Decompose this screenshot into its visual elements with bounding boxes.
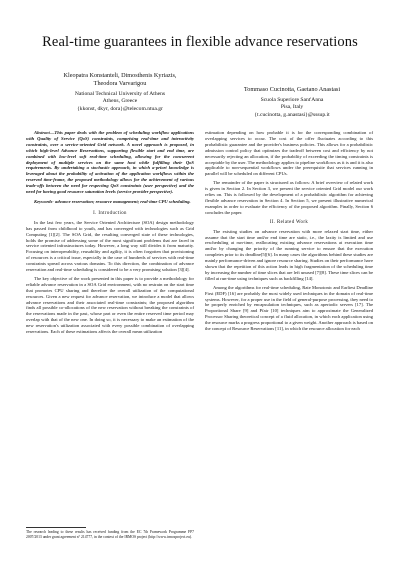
paragraph: The remainder of the paper is structured as follows: A brief overview of related work is given in Section 2. In Section 3, we present the service oriented Grid model our work relies on. This is followed by the development of a probabilistic algorithm for achieving flexible advance reservation in Section 4. In Section 5, we present illustrative numerical examples in order to evaluate the efficiency of the proposed algorithm. Finally, Section 6 concludes the paper. bbox=[205, 180, 373, 215]
author-email: {t.cucinotta, g.anastasi}@sssup.it bbox=[254, 111, 330, 118]
author-block-left bbox=[40, 72, 200, 113]
author-block-right bbox=[222, 86, 362, 119]
paper-title: Real-time guarantees in flexible advance reservations bbox=[42, 34, 358, 50]
author-affiliation: National Technical University of Athens bbox=[74, 91, 166, 97]
left-column bbox=[26, 130, 194, 338]
author-email: {kkonst, dkyr, dora}@telecom.ntua.gr bbox=[77, 105, 163, 112]
author-location: Athens, Greece bbox=[102, 98, 138, 105]
section-heading-related-work: II. Related Work bbox=[269, 219, 309, 225]
paragraph: The existing studies on advance reservation with more relaxed start time, either assume that the start time and/or end time are static, i.e., the laxity is limited and use rescheduling at run-time, reallocating existing advance reservations at execution time and/or by changing the priority of the running service to ensure that the execution completes prior to its deadline[5][6]. In many cases the algorithms behind these studies are mainly performance-driven and ignore resource sharing. Studies on their performance have shown that the repetition of this action leads in high fragmentation of the scheduling time by increasing the number of time slices that are left unused [7][8]. These time slices can be filled at run-time using techniques such as backfilling [14]. bbox=[205, 228, 373, 281]
right-column bbox=[205, 130, 373, 335]
footnote: The research leading to these results has received funding from the EC 7th Framework Programme FP7 2007/2013 under grant agreement n° 214777, in the context of the IRMOS project (http://www.irmosproject.eu). bbox=[26, 530, 194, 539]
author-names-line2: Theodora Varvarigou bbox=[93, 80, 147, 87]
paragraph: In the last few years, the Service Oriented Architecture (SOA) design methodology has passed from childhood to youth, and has converged with technologies such as Grid Computing [1][2]. The SOA Grid, the resulting converged state of these technologies, holds the promise of addressing some of the most significant problems that are faced in service oriented infrastructures today. However, a long way still divides it from maturity. Focusing on interoperability, reusability and agility, it is often forgotten that provisioning of resources is a critical issue, especially in the case of hundreds of services with real-time constraints spread across various domains. To this direction, the combination of advance reservation and real-time scheduling is considered to be a very promising solution [3][4]. bbox=[26, 219, 194, 273]
abstract: Abstract—This paper deals with the problem of scheduling workflow applications with Quality of Service (QoS) constraints, comprising real-time and interactivity constraints, over a service-oriented Grid network. A novel approach is proposed, in which high-level Advance Reservations, supporting flexible start and end time, are combined with low-level soft real-time scheduling, allowing for the concurrent deployment of multiple services on the same host while fulfilling their QoS requirements. By undertaking a stochastic approach, in which a-priori knowledge is leveraged about the probability of activation of the application workflows within the reserved time-frame, the proposed methodology allows for the achievement of various trade-offs between the need for respecting QoS constraints (user perspective) and the need for having good resource saturation levels (service provider perspective). bbox=[26, 130, 194, 195]
author-location: Pisa, Italy bbox=[280, 104, 304, 111]
paragraph: Among the algorithms for real-time scheduling, Rate Monotonic and Earliest Deadline First (EDF) [16] are probably the most widely used techniques in the domain of real-time systems. However, for a proper use in the field of general-purpose processing, they need to be properly enriched by encapsulation techniques, such as aperiodic servers [17]. The Proportional Share [9] and Pfair [10] techniques aim to approximate the Generalized Processor Sharing theoretical concept of a fluid allocation, in which each application using the resource marks a progress proportional to a given weight. Another approach is based on the concept of Resource Reservations [11], in which the resource allocation for each bbox=[205, 284, 374, 332]
author-affiliation: Scuola Superiore Sant'Anna bbox=[260, 97, 324, 103]
paragraph: The key objective of the work presented in this paper is to provide a methodology for reliable advance reservation in a SOA Grid environment, with no restrain on the start time that promotes CPU sharing and therefore the overall utilization of the computational resources. Given a new request for advance reservation, we introduce a model that allows advance reservations and their associated real-time constraints; the proposed algorithm finds all possible co-allocations of the new reservation without breaking the constraints of the reservations made in the past, whose part or even the entire reserved time period may overlap with that of the new one. In doing so, it is necessary to make an estimation of the new reservation's utilization associated with every possible combination of overlapping reservations. Each of these estimations affects the overall mean utilization bbox=[26, 275, 194, 335]
keywords: Keywords- advance reservation; resource management; real-time CPU scheduling. bbox=[34, 198, 191, 204]
author-names-line1: Kleopatra Konstanteli, Dimosthenis Kyriazis, bbox=[63, 72, 177, 79]
paragraph: estimation depending on how probable it is for the corresponding combination of overlapping services to occur. The cost of the offer fluctuates according to this probabilistic guarantee and the provider's business policies. This allows for a probabilistic admission control policy that optimizes the tradeoff between cost and efficiency by not necessarily rejecting an allocation, if the probability of exceeding the timing constraints is acceptable by the user. The methodology applies to pipeline workflows as it is and it is also applicable to non-sequential workflows under the prerequisite that services running in parallel will be scheduled on different CPUs. bbox=[205, 130, 373, 177]
section-heading-introduction: I. Introduction bbox=[93, 210, 127, 216]
author-names: Tommaso Cucinotta, Gaetano Anastasi bbox=[243, 86, 341, 93]
footnote-divider bbox=[26, 527, 86, 528]
